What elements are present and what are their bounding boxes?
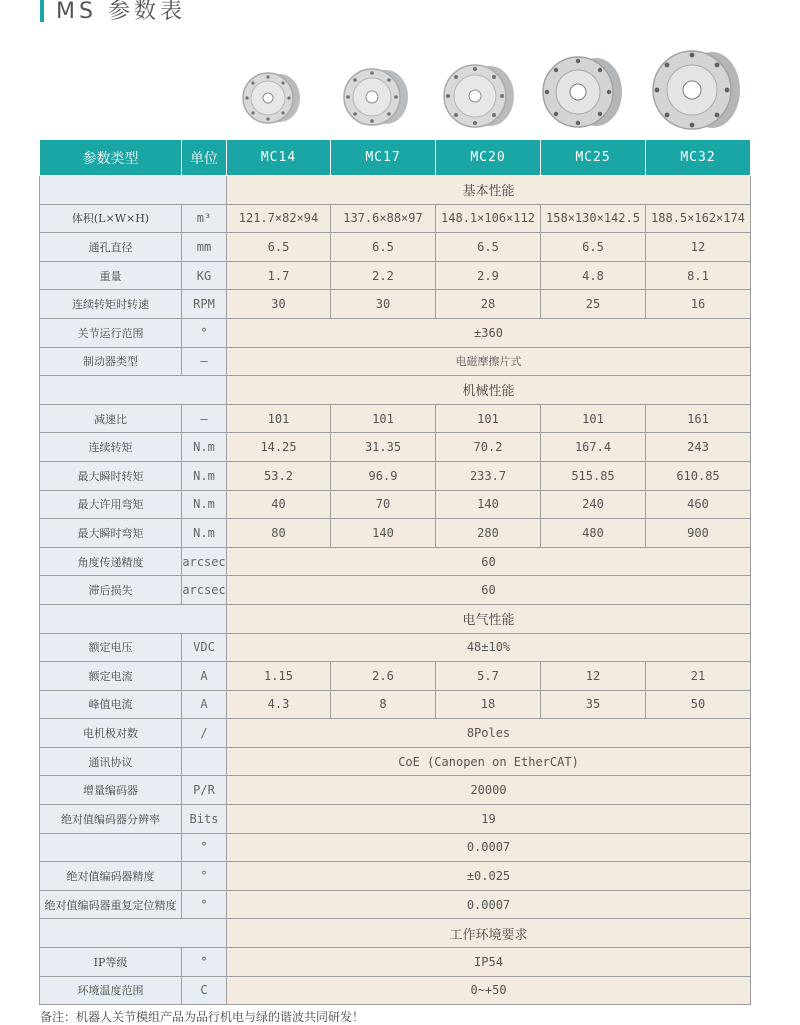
row-unit: RPM [182, 290, 227, 319]
cell-value: 900 [646, 519, 751, 548]
cell-value: 4.3 [227, 690, 331, 719]
row-unit: ° [182, 862, 227, 891]
cell-value: 12 [646, 233, 751, 262]
cell-value: 6.5 [227, 233, 331, 262]
row-label: 连续转矩时转速 [40, 290, 182, 319]
cell-value: 2.2 [331, 261, 436, 290]
table-row [40, 890, 751, 919]
cell-value: 12 [541, 662, 646, 691]
row-unit: A [182, 690, 227, 719]
product-image-mc14 [240, 66, 302, 128]
cell-value: 28 [436, 290, 541, 319]
row-label: 额定电流 [40, 662, 182, 691]
cell-value: 101 [436, 404, 541, 433]
row-label: 通孔直径 [40, 233, 182, 262]
row-label: 最大许用弯矩 [40, 490, 182, 519]
row-unit: — [182, 347, 227, 376]
cell-value: 6.5 [331, 233, 436, 262]
cell-value: 101 [331, 404, 436, 433]
section-blank [40, 176, 227, 205]
cell-value: 148.1×106×112 [436, 204, 541, 233]
table-row [40, 862, 751, 891]
footnote: 备注：机器人关节模组产品为品行机电与绿的谐波共同研发！ [40, 1010, 365, 1024]
row-unit: arcsec [182, 547, 227, 576]
row-label: 最大瞬时转矩 [40, 461, 182, 490]
row-label: 制动器类型 [40, 347, 182, 376]
cell-value: 70 [331, 490, 436, 519]
cell-value: 243 [646, 433, 751, 462]
row-label: 绝对值编码器重复定位精度 [40, 890, 182, 919]
table-row [40, 347, 751, 376]
cell-value: 70.2 [436, 433, 541, 462]
header-param-type: 参数类型 [40, 140, 182, 176]
row-unit: ° [182, 890, 227, 919]
product-image-mc25 [540, 50, 624, 134]
row-unit: N.m [182, 433, 227, 462]
cell-value: 6.5 [541, 233, 646, 262]
cell-value: 1.7 [227, 261, 331, 290]
cell-value: 4.8 [541, 261, 646, 290]
table-row [40, 233, 751, 262]
row-unit: C [182, 976, 227, 1005]
parameter-table [39, 140, 751, 1005]
section-blank [40, 604, 227, 633]
section-row [40, 919, 751, 948]
cell-value-merged: IP54 [227, 948, 751, 977]
cell-value: 158×130×142.5 [541, 204, 646, 233]
row-unit: ° [182, 318, 227, 347]
row-unit: VDC [182, 633, 227, 662]
row-unit: ° [182, 948, 227, 977]
cell-value-merged: ±0.025 [227, 862, 751, 891]
header-mc14: MC14 [227, 140, 331, 176]
cell-value: 2.6 [331, 662, 436, 691]
cell-value-merged: 0~+50 [227, 976, 751, 1005]
table-row [40, 204, 751, 233]
cell-value: 96.9 [331, 461, 436, 490]
row-unit: A [182, 662, 227, 691]
row-unit: — [182, 404, 227, 433]
table-row [40, 747, 751, 776]
row-label: 峰值电流 [40, 690, 182, 719]
product-image-mc20 [440, 58, 516, 134]
cell-value: 280 [436, 519, 541, 548]
section-blank [40, 376, 227, 405]
cell-value-merged: 8Poles [227, 719, 751, 748]
cell-value-merged: 60 [227, 547, 751, 576]
row-unit: m³ [182, 204, 227, 233]
cell-value: 1.15 [227, 662, 331, 691]
cell-value: 30 [331, 290, 436, 319]
row-label: 环境温度范围 [40, 976, 182, 1005]
table-row [40, 690, 751, 719]
table-row [40, 290, 751, 319]
cell-value: 5.7 [436, 662, 541, 691]
row-label: 关节运行范围 [40, 318, 182, 347]
row-unit: KG [182, 261, 227, 290]
cell-value-merged: CoE (Canopen on EtherCAT) [227, 747, 751, 776]
row-label: 连续转矩 [40, 433, 182, 462]
cell-value: 18 [436, 690, 541, 719]
cell-value: 16 [646, 290, 751, 319]
table-row [40, 404, 751, 433]
table-row [40, 776, 751, 805]
row-label: 滞后损失 [40, 576, 182, 605]
table-row [40, 318, 751, 347]
cell-value: 610.85 [646, 461, 751, 490]
header-unit: 单位 [182, 140, 227, 176]
section-env: 工作环境要求 [227, 919, 751, 948]
table-row [40, 805, 751, 834]
header-mc32: MC32 [646, 140, 751, 176]
row-label: 体积(L×W×H) [40, 204, 182, 233]
cell-value-merged: 电磁摩擦片式 [227, 347, 751, 376]
table-row [40, 633, 751, 662]
cell-value: 2.9 [436, 261, 541, 290]
row-unit [182, 747, 227, 776]
cell-value: 25 [541, 290, 646, 319]
cell-value: 188.5×162×174 [646, 204, 751, 233]
table-row [40, 576, 751, 605]
cell-value: 21 [646, 662, 751, 691]
cell-value: 53.2 [227, 461, 331, 490]
cell-value: 35 [541, 690, 646, 719]
row-unit: Bits [182, 805, 227, 834]
cell-value: 50 [646, 690, 751, 719]
cell-value: 40 [227, 490, 331, 519]
table-row [40, 948, 751, 977]
cell-value: 515.85 [541, 461, 646, 490]
cell-value: 6.5 [436, 233, 541, 262]
cell-value: 460 [646, 490, 751, 519]
row-label: 增量编码器 [40, 776, 182, 805]
row-label: 电机极对数 [40, 719, 182, 748]
cell-value-merged: 0.0007 [227, 833, 751, 862]
row-label: IP等级 [40, 948, 182, 977]
row-unit: ° [182, 833, 227, 862]
table-row [40, 719, 751, 748]
row-unit: N.m [182, 519, 227, 548]
title-accent-bar [40, 0, 44, 22]
product-image-mc32 [650, 44, 742, 136]
row-label: 角度传递精度 [40, 547, 182, 576]
row-unit: arcsec [182, 576, 227, 605]
cell-value: 14.25 [227, 433, 331, 462]
row-unit: mm [182, 233, 227, 262]
header-mc25: MC25 [541, 140, 646, 176]
table-row [40, 490, 751, 519]
row-label: 绝对值编码器分辨率 [40, 805, 182, 834]
row-label: 绝对值编码器精度 [40, 862, 182, 891]
row-unit: P/R [182, 776, 227, 805]
cell-value: 101 [227, 404, 331, 433]
row-label: 通讯协议 [40, 747, 182, 776]
header-mc17: MC17 [331, 140, 436, 176]
table-row [40, 261, 751, 290]
product-image-mc17 [340, 62, 410, 132]
cell-value-merged: ±360 [227, 318, 751, 347]
table-row [40, 662, 751, 691]
cell-value: 80 [227, 519, 331, 548]
cell-value: 121.7×82×94 [227, 204, 331, 233]
section-blank [40, 919, 227, 948]
cell-value: 101 [541, 404, 646, 433]
cell-value: 161 [646, 404, 751, 433]
table-row [40, 833, 751, 862]
table-row [40, 976, 751, 1005]
row-label: 最大瞬时弯矩 [40, 519, 182, 548]
cell-value: 240 [541, 490, 646, 519]
product-images [226, 38, 750, 138]
row-unit: / [182, 719, 227, 748]
table-row [40, 547, 751, 576]
cell-value-merged: 0.0007 [227, 890, 751, 919]
header-mc20: MC20 [436, 140, 541, 176]
table-row [40, 461, 751, 490]
cell-value-merged: 48±10% [227, 633, 751, 662]
cell-value: 233.7 [436, 461, 541, 490]
section-row [40, 176, 751, 205]
row-label: 减速比 [40, 404, 182, 433]
section-row [40, 604, 751, 633]
cell-value: 140 [331, 519, 436, 548]
cell-value: 140 [436, 490, 541, 519]
section-basic: 基本性能 [227, 176, 751, 205]
cell-value: 167.4 [541, 433, 646, 462]
row-label [40, 833, 182, 862]
table-row [40, 433, 751, 462]
cell-value: 31.35 [331, 433, 436, 462]
row-label: 重量 [40, 261, 182, 290]
section-elec: 电气性能 [227, 604, 751, 633]
row-unit: N.m [182, 461, 227, 490]
cell-value-merged: 60 [227, 576, 751, 605]
section-row [40, 376, 751, 405]
cell-value-merged: 20000 [227, 776, 751, 805]
cell-value: 30 [227, 290, 331, 319]
cell-value: 8.1 [646, 261, 751, 290]
page-title: MS 参数表 [56, 0, 186, 24]
cell-value-merged: 19 [227, 805, 751, 834]
table-header-row [40, 140, 751, 176]
section-mech: 机械性能 [227, 376, 751, 405]
cell-value: 480 [541, 519, 646, 548]
row-label: 额定电压 [40, 633, 182, 662]
cell-value: 8 [331, 690, 436, 719]
cell-value: 137.6×88×97 [331, 204, 436, 233]
table-row [40, 519, 751, 548]
row-unit: N.m [182, 490, 227, 519]
